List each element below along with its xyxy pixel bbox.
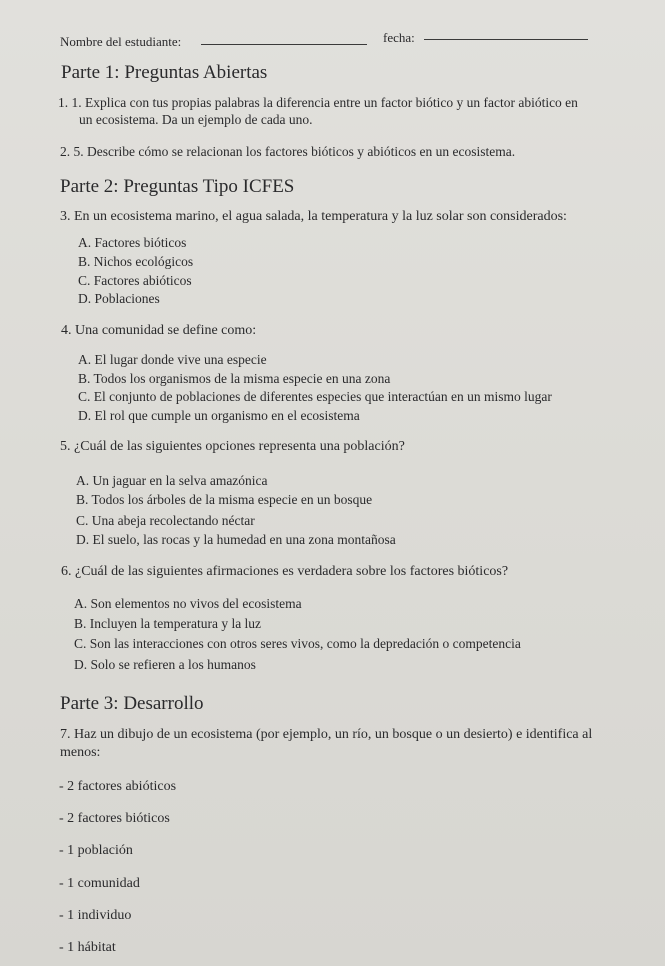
list-item-comunidad: - 1 comunidad	[59, 876, 140, 891]
date-label: fecha:	[383, 30, 415, 45]
q6-option-b: B. Incluyen la temperatura y la luz	[74, 616, 262, 631]
question-7-line1: 7. Haz un dibujo de un ecosistema (por ejemplo, un río, un bosque o un desierto) e identifica al	[60, 727, 593, 742]
q4-option-c: C. El conjunto de poblaciones de diferentes especies que interactúan en un mismo lugar	[78, 389, 552, 404]
q6-option-a: A. Son elementos no vivos del ecosistema	[74, 596, 302, 611]
q4-option-b: B. Todos los organismos de la misma especie en una zona	[78, 371, 391, 386]
q5-option-b: B. Todos los árboles de la misma especie en un bosque	[76, 492, 373, 507]
q3-option-b: B. Nichos ecológicos	[78, 254, 194, 269]
question-1-line1: 1. 1. Explica con tus propias palabras la diferencia entre un factor biótico y un factor abiótico en	[58, 95, 578, 110]
list-item-individuo: - 1 individuo	[59, 908, 132, 923]
question-3: 3. En un ecosistema marino, el agua salada, la temperatura y la luz solar son considerados:	[60, 209, 567, 224]
q5-option-d: D. El suelo, las rocas y la humedad en una zona montañosa	[76, 532, 396, 547]
question-5: 5. ¿Cuál de las siguientes opciones representa una población?	[60, 439, 405, 454]
q4-option-a: A. El lugar donde vive una especie	[78, 352, 267, 367]
q4-option-d: D. El rol que cumple un organismo en el ecosistema	[78, 408, 360, 423]
list-item-bioticos: - 2 factores bióticos	[59, 811, 170, 826]
question-2: 2. 5. Describe cómo se relacionan los factores bióticos y abióticos en un ecosistema.	[60, 144, 516, 159]
question-6: 6. ¿Cuál de las siguientes afirmaciones es verdadera sobre los factores bióticos?	[61, 564, 509, 579]
question-7-line2: menos:	[60, 745, 101, 760]
q3-option-d: D. Poblaciones	[78, 291, 160, 306]
q5-option-c: C. Una abeja recolectando néctar	[76, 513, 255, 528]
q5-option-a: A. Un jaguar en la selva amazónica	[76, 473, 268, 488]
part3-title: Parte 3: Desarrollo	[60, 693, 204, 714]
date-line	[424, 39, 588, 40]
list-item-habitat: - 1 hábitat	[59, 940, 116, 955]
question-1-line2: un ecosistema. Da un ejemplo de cada uno.	[79, 112, 313, 127]
q6-option-d: D. Solo se refieren a los humanos	[74, 657, 256, 672]
list-item-poblacion: - 1 población	[59, 843, 133, 858]
part2-title: Parte 2: Preguntas Tipo ICFES	[60, 176, 295, 197]
q6-option-c: C. Son las interacciones con otros seres vivos, como la depredación o competencia	[74, 636, 521, 651]
student-name-line	[201, 44, 367, 45]
list-item-abioticos: - 2 factores abióticos	[59, 779, 177, 794]
q3-option-a: A. Factores bióticos	[78, 235, 187, 250]
q3-option-c: C. Factores abióticos	[78, 273, 192, 288]
question-4: 4. Una comunidad se define como:	[61, 323, 257, 338]
student-name-label: Nombre del estudiante:	[60, 34, 182, 49]
part1-title: Parte 1: Preguntas Abiertas	[61, 62, 268, 83]
